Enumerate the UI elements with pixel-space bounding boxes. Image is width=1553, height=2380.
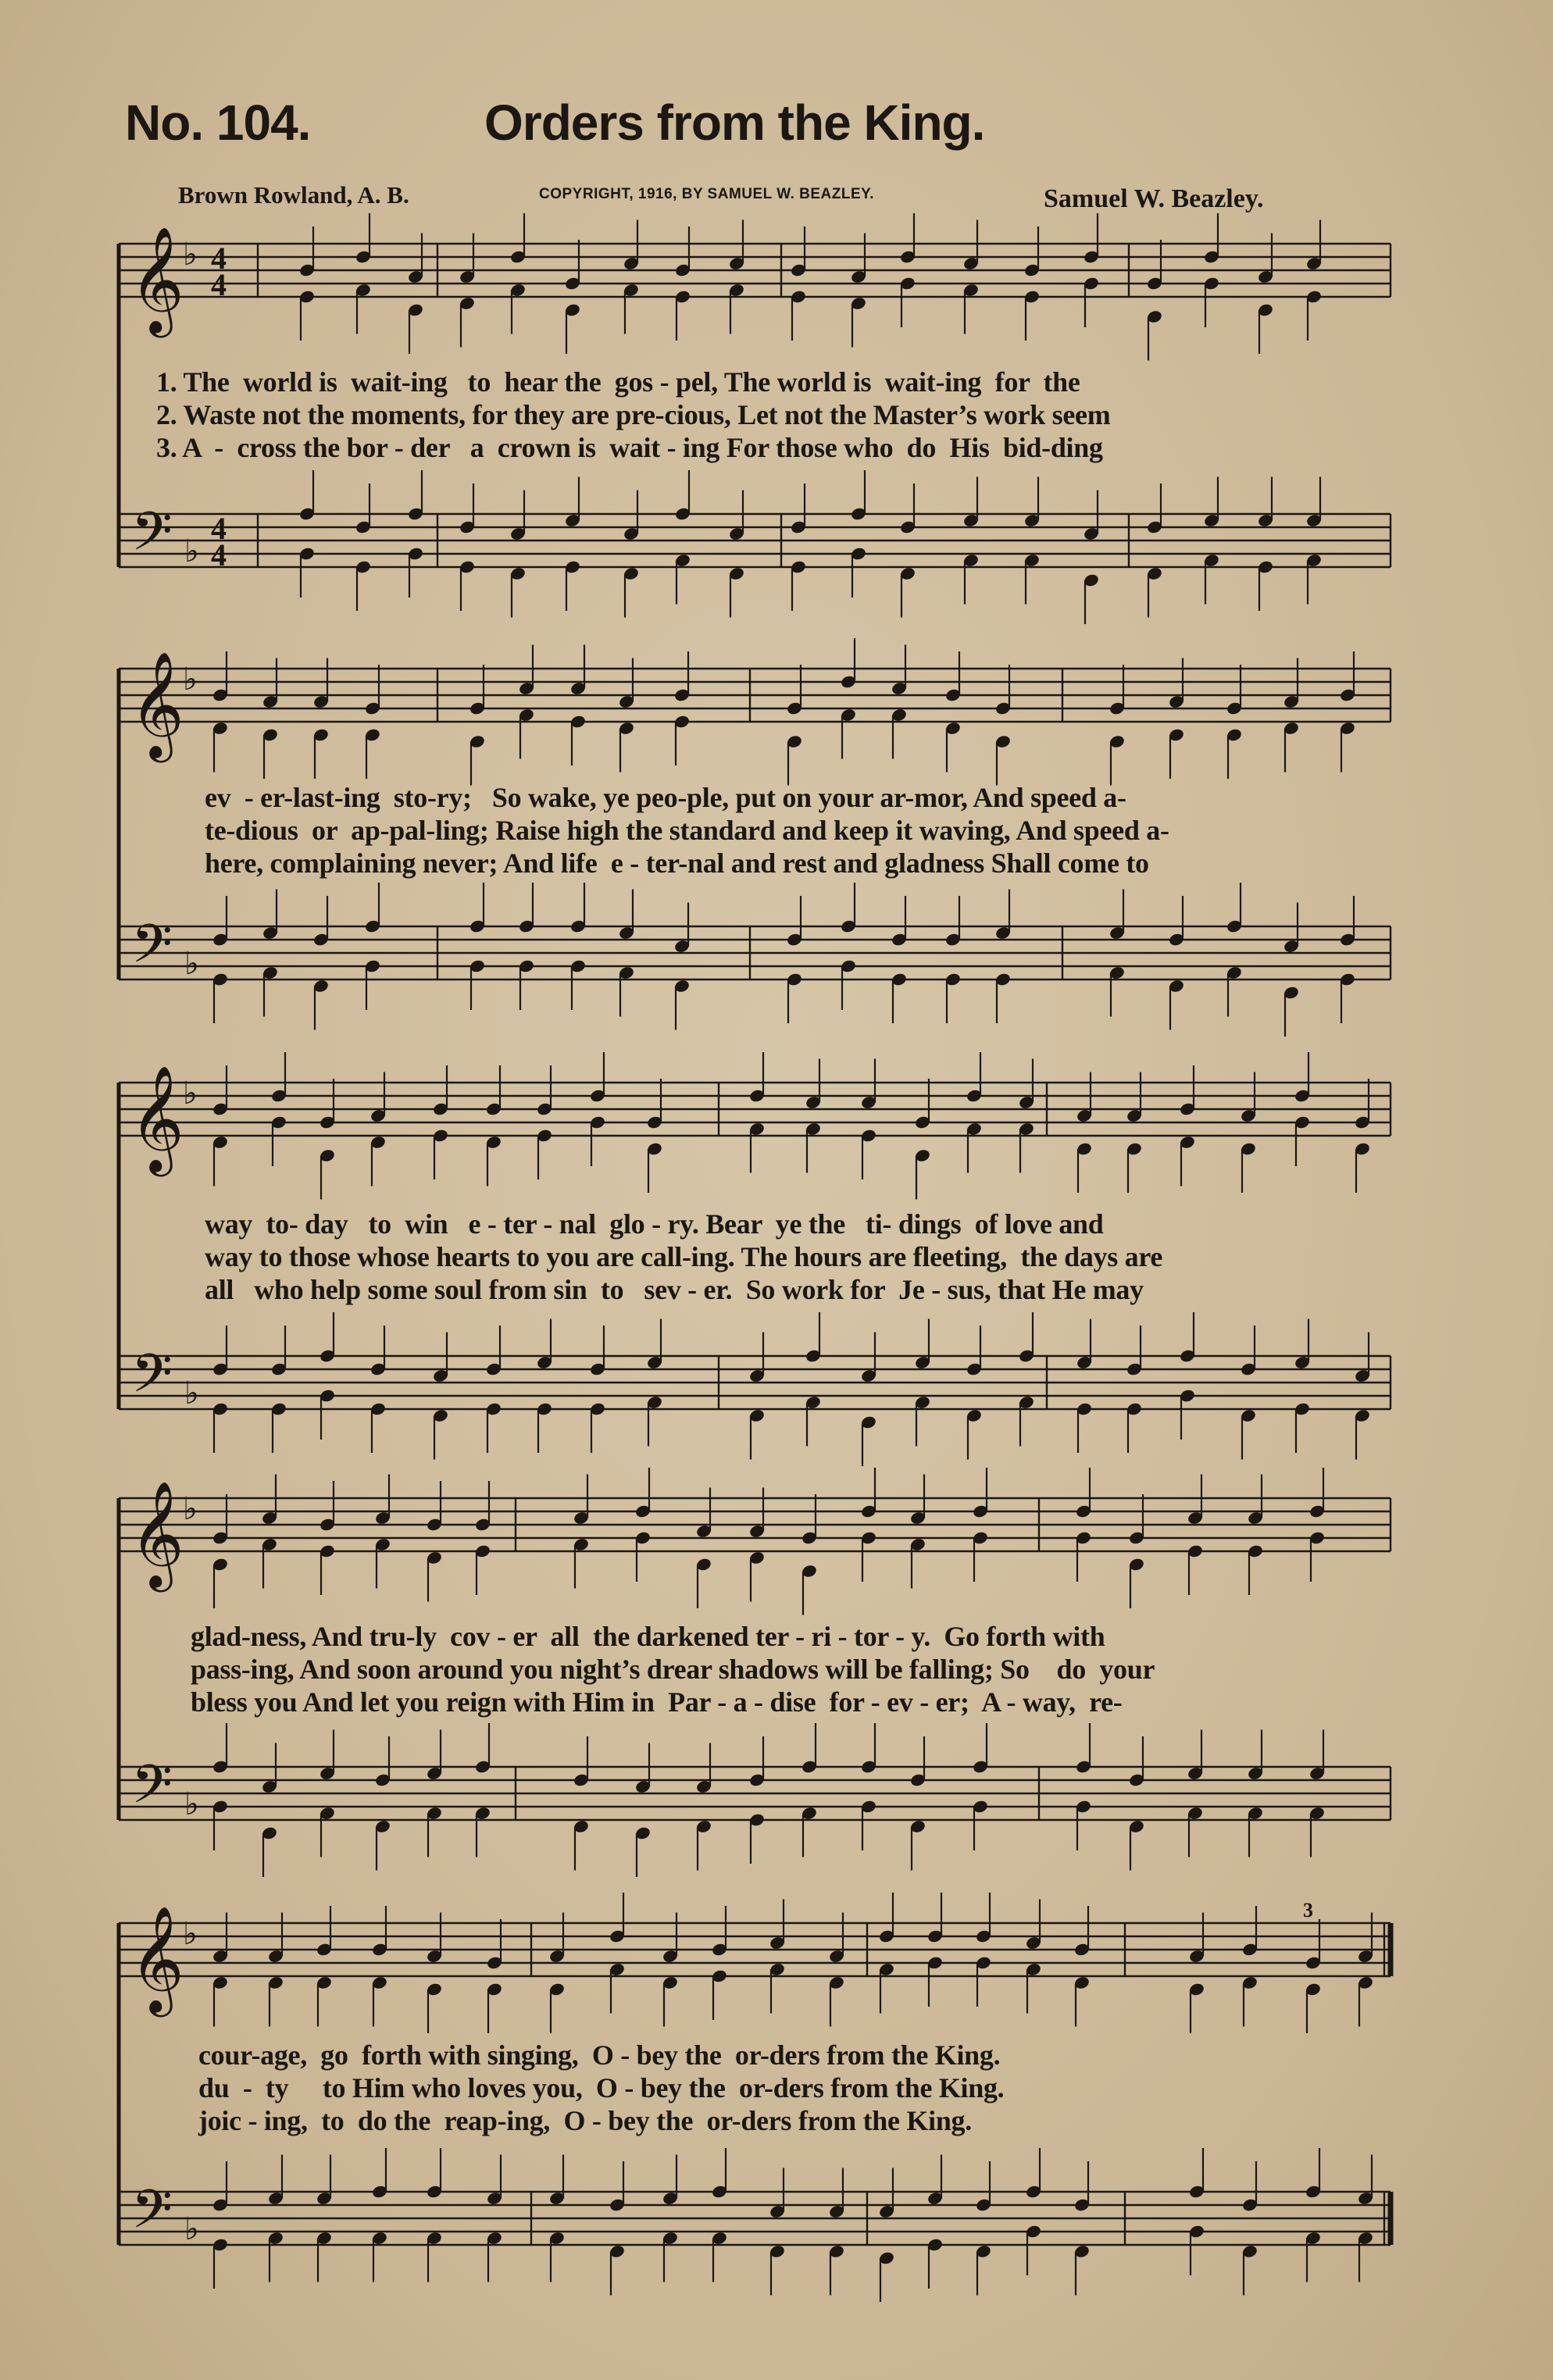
- time-signature: 4: [211, 267, 227, 302]
- copyright-notice: COPYRIGHT, 1916, BY SAMUEL W. BEAZLEY.: [539, 186, 875, 202]
- treble-clef-icon: 𝄞: [130, 1479, 184, 1587]
- verse-line-1: glad-ness, And tru-ly cov - er all the darkened ter - ri - tor - y. Go forth with: [191, 1621, 1105, 1652]
- flat-icon: ♭: [184, 1786, 199, 1822]
- treble-clef-icon: 𝄞: [130, 225, 184, 333]
- composer-credit: Samuel W. Beazley.: [1044, 184, 1264, 213]
- verse-line-2: 2. Waste not the moments, for they are pre-cious, Let not the Master’s work seem: [156, 399, 1111, 430]
- verse-line-3: joic - ing, to do the reap-ing, O - bey the or-ders from the King.: [198, 2105, 972, 2136]
- triplet-mark: 3: [1303, 1899, 1313, 1921]
- hymn-title: Orders from the King.: [484, 95, 985, 151]
- bass-clef-icon: 𝄢: [131, 2179, 173, 2253]
- hymn-number: No. 104.: [125, 95, 311, 151]
- flat-icon: ♭: [184, 1376, 199, 1411]
- time-signature: 4: [211, 511, 227, 546]
- verse-line-1: ev - er-last-ing sto-ry; So wake, ye peo-ple, put on your ar-mor, And speed a-: [205, 782, 1126, 813]
- verse-line-1: way to- day to win e - ter - nal glo - ry. Bear ye the ti- dings of love and: [205, 1208, 1104, 1240]
- verse-line-2: du - ty to Him who loves you, O - bey the or-ders from the King.: [198, 2072, 1005, 2103]
- time-signature: 4: [211, 241, 227, 276]
- treble-clef-icon: 𝄞: [130, 1904, 184, 2012]
- flat-icon: ♭: [183, 237, 198, 273]
- flat-icon: ♭: [183, 1916, 198, 1952]
- flat-icon: ♭: [183, 662, 198, 698]
- verse-line-2: te-dious or ap-pal-ling; Raise high the standard and keep it waving, And speed a-: [205, 815, 1169, 846]
- verse-line-3: bless you And let you reign with Him in Par - a - dise for - ev - er; A - way, re-: [191, 1686, 1123, 1718]
- time-signature: 4: [211, 537, 227, 573]
- verse-line-3: 3. A - cross the bor - der a crown is wait - ing For those who do His bid-ding: [156, 432, 1103, 463]
- bass-clef-icon: 𝄢: [131, 1754, 173, 1829]
- bass-clef-icon: 𝄢: [131, 914, 173, 988]
- flat-icon: ♭: [184, 2211, 199, 2247]
- verse-line-3: all who help some soul from sin to sev - er. So work for Je - sus, that He may: [205, 1274, 1144, 1305]
- verse-line-3: here, complaining never; And life e - ter-nal and rest and gladness Shall come to: [205, 847, 1149, 879]
- treble-clef-icon: 𝄞: [130, 1064, 184, 1172]
- bass-clef-icon: 𝄢: [131, 501, 173, 576]
- verse-line-1: 1. The world is wait-ing to hear the gos - pel, The world is wait-ing for the: [156, 366, 1080, 398]
- flat-icon: ♭: [183, 1491, 198, 1527]
- verse-line-2: way to those whose hearts to you are call-ing. The hours are fleeting, the days are: [205, 1241, 1163, 1272]
- flat-icon: ♭: [183, 1076, 198, 1111]
- verse-line-2: pass-ing, And soon around you night’s drear shadows will be falling; So do your: [191, 1654, 1155, 1685]
- flat-icon: ♭: [184, 946, 199, 982]
- author-credit: Brown Rowland, A. B.: [178, 181, 409, 209]
- verse-line-1: cour-age, go forth with singing, O - bey the or-ders from the King.: [198, 2039, 1001, 2071]
- treble-clef-icon: 𝄞: [130, 650, 184, 758]
- bass-clef-icon: 𝄢: [131, 1343, 173, 1418]
- flat-icon: ♭: [184, 533, 199, 569]
